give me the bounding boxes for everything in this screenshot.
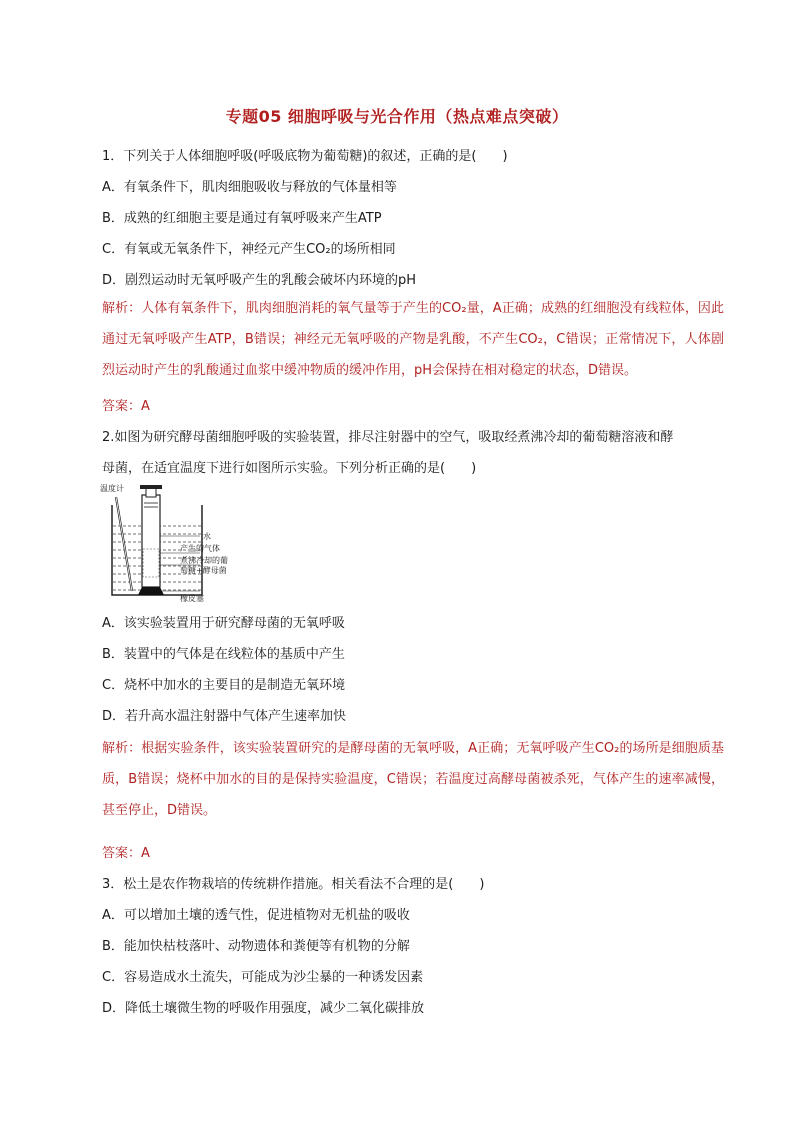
q2-option-c: C．烧杯中加水的主要目的是制造无氧环境 (102, 678, 346, 693)
q2-option-d: D．若升高水温注射器中气体产生速率加快 (102, 709, 347, 724)
solution-label-2: 萄糖+酵母菌 (180, 566, 227, 575)
q1-option-a: A．有氧条件下，肌肉细胞吸收与释放的气体量相等 (102, 180, 397, 195)
water-label: 水 (203, 532, 211, 541)
q2-stem-line1: 2.如图为研究酵母菌细胞呼吸的实验装置，排尽注射器中的空气，吸取经煮沸冷却的葡萄糖溶液和酵 (102, 430, 674, 445)
q3-stem: 3．松土是农作物栽培的传统耕作措施。相关看法不合理的是( ) (102, 877, 485, 892)
q2-option-b: B．装置中的气体是在线粒体的基质中产生 (102, 647, 345, 662)
q3-option-a: A．可以增加土壤的透气性，促进植物对无机盐的吸收 (102, 908, 410, 923)
q1-option-c: C．有氧或无氧条件下，神经元产生CO₂的场所相同 (102, 242, 396, 257)
q2-answer: 答案：A (102, 846, 150, 861)
solution-label-1: 煮沸冷却的葡 (180, 556, 228, 565)
thermometer-label: 温度计 (100, 484, 124, 493)
q3-option-c: C．容易造成水土流失，可能成为沙尘暴的一种诱发因素 (102, 970, 424, 985)
q1-answer: 答案：A (102, 399, 150, 414)
gas-label: 产生的气体 (180, 544, 220, 553)
experiment-apparatus-figure (100, 483, 240, 605)
q3-option-b: B．能加快枯枝落叶、动物遗体和粪便等有机物的分解 (102, 939, 410, 954)
q2-stem-line2: 母菌，在适宜温度下进行如图所示实验。下列分析正确的是( ) (102, 461, 477, 476)
q2-analysis: 解析：根据实验条件，该实验装置研究的是酵母菌的无氧呼吸，A正确；无氧呼吸产生CO₂的场所是细胞质基质，B错误；烧杯中加水的目的是保持实验温度，C错误；若温度过高酵母菌被杀死，气体产生的速率减慢，甚至停止，D错误。 (102, 741, 724, 818)
q1-option-d: D．剧烈运动时无氧呼吸产生的乳酸会破坏内环境的pH (102, 273, 417, 288)
stopper-label: 橡皮塞 (180, 594, 204, 603)
q1-option-b: B．成熟的红细胞主要是通过有氧呼吸来产生ATP (102, 211, 382, 226)
q1-stem: 1．下列关于人体细胞呼吸(呼吸底物为葡萄糖)的叙述，正确的是( ) (102, 149, 508, 164)
q2-option-a: A．该实验装置用于研究酵母菌的无氧呼吸 (102, 616, 345, 631)
q3-option-d: D．降低土壤微生物的呼吸作用强度，减少二氧化碳排放 (102, 1001, 425, 1016)
q1-analysis: 解析：人体有氧条件下，肌肉细胞消耗的氧气量等于产生的CO₂量，A正确；成熟的红细胞没有线粒体，因此通过无氧呼吸产生ATP，B错误；神经元无氧呼吸的产物是乳酸，不产生CO₂，C错误；正常情况下，人体剧烈运动时产生的乳酸通过血浆中缓冲物质的缓冲作用，pH会保持在相对稳定的状态，D错误。 (102, 301, 724, 378)
page-title: 专题05 细胞呼吸与光合作用（热点难点突破） (225, 107, 569, 126)
